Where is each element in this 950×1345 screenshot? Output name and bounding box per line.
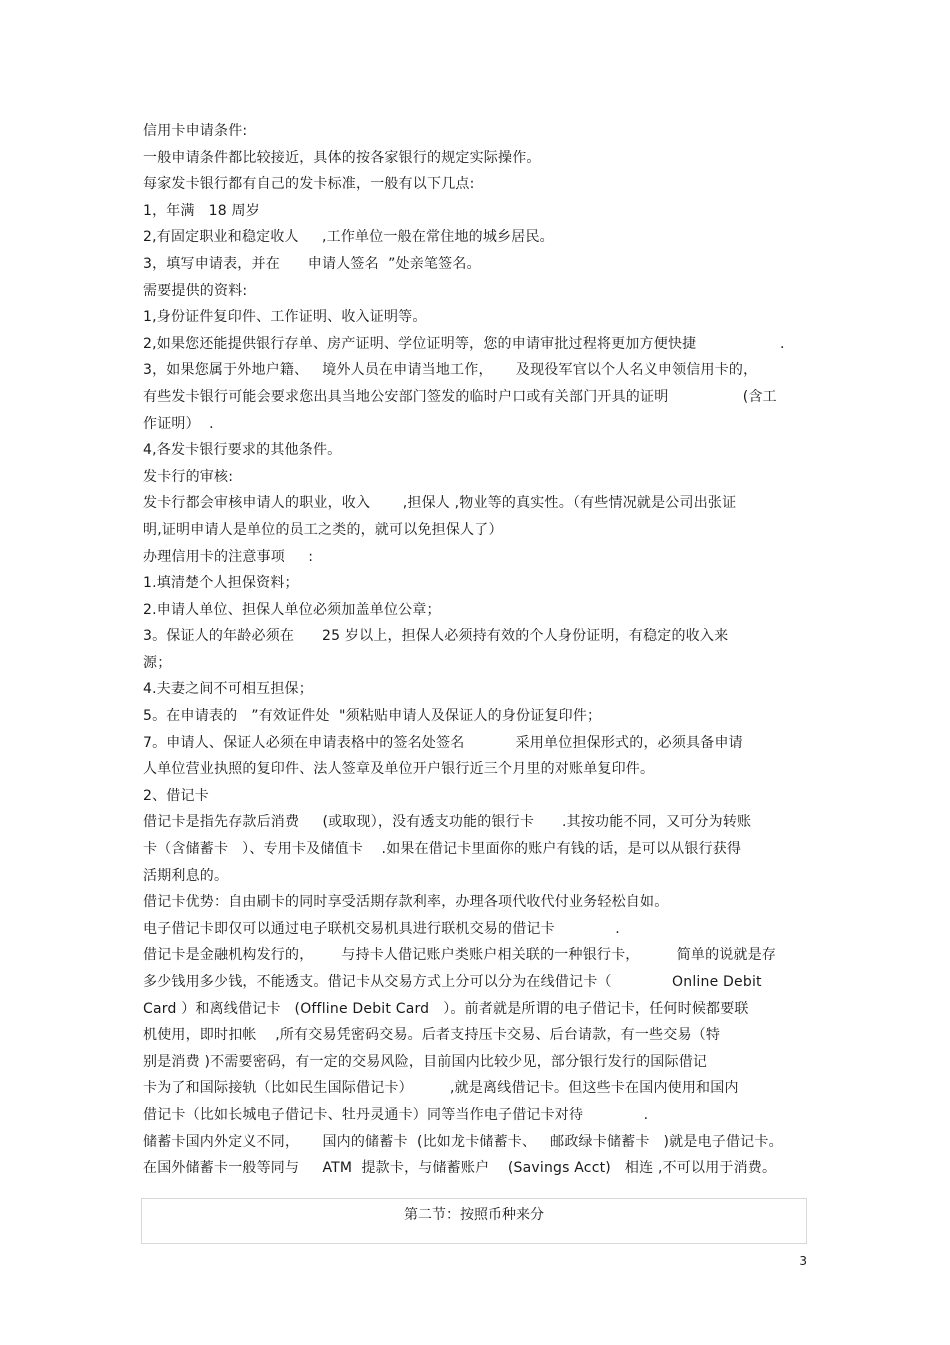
section-heading: 第二节：按照币种来分 <box>404 1207 544 1223</box>
text-line: 作证明） . <box>143 415 214 432</box>
section-heading-box <box>141 1198 807 1244</box>
document-body <box>143 118 808 1182</box>
text-line: 源； <box>143 654 172 671</box>
text-line: 借记卡优势：自由刷卡的同时享受活期存款利率，办理各项代收代付业务轻松自如。 <box>143 894 669 911</box>
text-line: 卡（含储蓄卡 ）、专用卡及储值卡 .如果在借记卡里面你的账户有钱的话，是可以从银行获得 <box>143 841 742 858</box>
text-line: 有些发卡银行可能会要求您出具当地公安部门签发的临时户口或有关部门开具的证明 (含工 <box>143 388 777 405</box>
text-line: 别是消费 )不需要密码，有一定的交易风险，目前国内比较少见，部分银行发行的国际借记 <box>143 1053 708 1070</box>
page-number: 3 <box>799 1254 807 1268</box>
text-line: 卡为了和国际接轨（比如民生国际借记卡） ,就是离线借记卡。但这些卡在国内使用和国内 <box>143 1080 739 1097</box>
text-line: 明,证明申请人是单位的员工之类的，就可以免担保人了） <box>143 521 503 538</box>
text-line: 每家发卡银行都有自己的发卡标准，一般有以下几点: <box>143 176 475 193</box>
text-line: 5。在申请表的 ”有效证件处 "须粘贴申请人及保证人的身份证复印件； <box>143 708 602 725</box>
text-line: 人单位营业执照的复印件、法人签章及单位开户银行近三个月里的对账单复印件。 <box>143 761 655 778</box>
text-line: 活期利息的。 <box>143 867 229 884</box>
text-line: 2.申请人单位、担保人单位必须加盖单位公章； <box>143 601 441 618</box>
text-line: 需要提供的资料: <box>143 282 248 299</box>
text-line: 电子借记卡即仅可以通过电子联机交易机具进行联机交易的借记卡 . <box>143 920 620 937</box>
text-line: 4.夫妻之间不可相互担保； <box>143 681 313 698</box>
text-line: 1,身份证件复印件、工作证明、收入证明等。 <box>143 309 427 326</box>
text-line: 办理信用卡的注意事项 : <box>143 548 314 565</box>
text-line: 在国外储蓄卡一般等同与 ATM 提款卡，与储蓄账户 (Savings Acct) 相连 ,不可以用于消费。 <box>143 1160 777 1177</box>
text-line: 机使用，即时扣帐 ,所有交易凭密码交易。后者支持压卡交易、后台请款，有一些交易（特 <box>143 1027 721 1044</box>
text-line: 借记卡是指先存款后消费 (或取现），没有透支功能的银行卡 .其按功能不同，又可分为转账 <box>143 814 752 831</box>
text-line: 3。保证人的年龄必须在 25 岁以上，担保人必须持有效的个人身份证明，有稳定的收入来 <box>143 628 729 645</box>
text-line: 储蓄卡国内外定义不同， 国内的储蓄卡 (比如龙卡储蓄卡、 邮政绿卡储蓄卡 )就是电子借记卡。 <box>143 1133 783 1150</box>
text-line: 2,有固定职业和稳定收人 ,工作单位一般在常住地的城乡居民。 <box>143 229 554 246</box>
text-line: 1.填清楚个人担保资料； <box>143 575 299 592</box>
text-line: 3，如果您属于外地户籍、 境外人员在申请当地工作， 及现役军官以个人名义申领信用卡的， <box>143 362 758 379</box>
text-line: 4,各发卡银行要求的其他条件。 <box>143 442 342 459</box>
text-line: 7。申请人、保证人必须在申请表格中的签名处签名 采用单位担保形式的，必须具备申请 <box>143 734 743 751</box>
text-line: 1，年满 18 周岁 <box>143 202 260 219</box>
text-line: 一般申请条件都比较接近，具体的按各家银行的规定实际操作。 <box>143 149 541 166</box>
text-line: 多少钱用多少钱，不能透支。借记卡从交易方式上分可以分为在线借记卡（ Online Debit <box>143 974 762 990</box>
text-line: 发卡行的审核: <box>143 468 234 485</box>
text-line: 信用卡申请条件: <box>143 123 248 139</box>
text-line: 2,如果您还能提供银行存单、房产证明、学位证明等，您的申请审批过程将更加方便快捷 . <box>143 335 785 352</box>
text-line: 借记卡（比如长城电子借记卡、牡丹灵通卡）同等当作电子借记卡对待 . <box>143 1106 649 1123</box>
text-line: 2、借记卡 <box>143 787 209 804</box>
text-line: 3，填写申请表，并在 申请人签名 ”处亲笔签名。 <box>143 255 481 272</box>
text-line: Card ）和离线借记卡 (Offline Debit Card ）。前者就是所谓的电子借记卡，任何时候都要联 <box>143 1000 749 1017</box>
text-line: 发卡行都会审核申请人的职业，收入 ,担保人 ,物业等的真实性。（有些情况就是公司出张证 <box>143 495 737 512</box>
text-line: 借记卡是金融机构发行的， 与持卡人借记账户类账户相关联的一种银行卡， 简单的说就是存 <box>143 947 777 964</box>
